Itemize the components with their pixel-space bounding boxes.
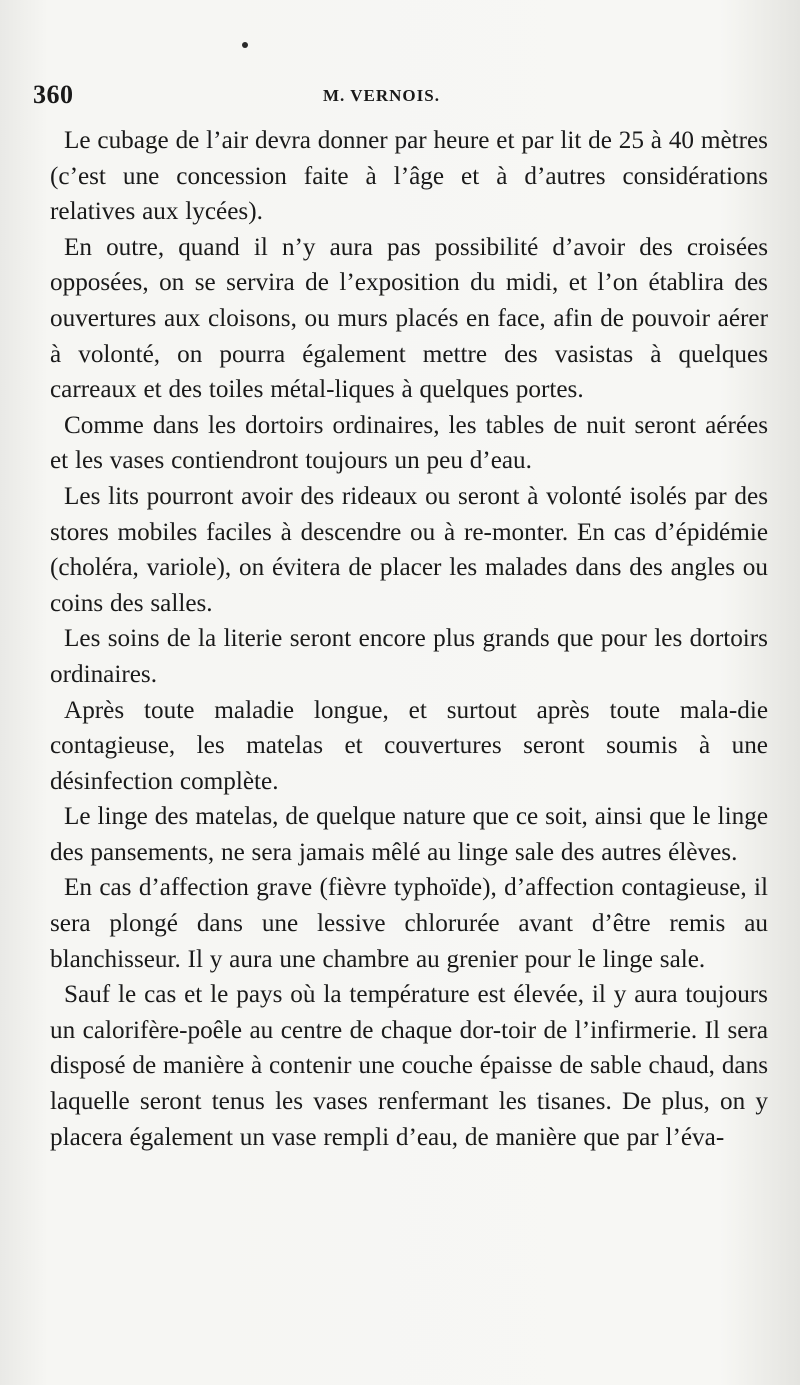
- page-header: [33, 80, 760, 116]
- paragraph-air-volume: Le cubage de l’air devra donner par heure et par lit de 25 à 40 mètres (c’est une concession faite à l’âge et à d’autres considérations relatives aux lycées).: [50, 127, 768, 226]
- paragraph-calorifere: Sauf le cas et le pays où la température est élevée, il y aura toujours un calorifère-poêle au centre de chaque dor-toir de l’infirmerie. Il sera disposé de manière à contenir une couche épaisse de sable chaud, dans laquelle seront tenus les vases renfermant les tisanes. De plus, on y placera également un vase rempli d’eau, de manière que par l’éva-: [50, 981, 768, 1151]
- paragraph-ventilation: En outre, quand il n’y aura pas possibilité d’avoir des croisées opposées, on se servira de l’exposition du midi, et l’on établira des ouvertures aux cloisons, ou murs placés en face, afin de pouvoir aérer à volonté, on pourra également mettre des vasistas à quelques carreaux et des toiles métal-liques à quelques portes.: [50, 233, 768, 404]
- body-text: [50, 123, 768, 1155]
- running-head: M. VERNOIS.: [323, 86, 440, 105]
- paragraph-bedding-care: Les soins de la literie seront encore plus grands que pour les dortoirs ordinaires.: [50, 625, 768, 688]
- page-number: 360: [33, 80, 74, 109]
- paragraph-disinfection: Après toute maladie longue, et surtout après toute mala-die contagieuse, les matelas et couvertures seront soumis à une désinfection complète.: [50, 696, 768, 795]
- paragraph-night-tables: Comme dans les dortoirs ordinaires, les tables de nuit seront aérées et les vases contiendront toujours un peu d’eau.: [50, 411, 768, 475]
- paragraph-lessive: En cas d’affection grave (fièvre typhoïde), d’affection contagieuse, il sera plongé dans une lessive chlorurée avant d’être remis au blanchisseur. Il y aura une chambre au grenier pour le linge sale.: [50, 874, 768, 973]
- ink-speck: [242, 42, 248, 48]
- paragraph-bed-curtains: Les lits pourront avoir des rideaux ou seront à volonté isolés par des stores mobiles faciles à descendre ou à re-monter. En cas d’épidémie (choléra, variole), on évitera de placer les malades dans des angles ou coins des salles.: [50, 482, 768, 617]
- paragraph-linen: Le linge des matelas, de quelque nature que ce soit, ainsi que le linge des pansements, ne sera jamais mêlé au linge sale des autres élèves.: [50, 803, 768, 866]
